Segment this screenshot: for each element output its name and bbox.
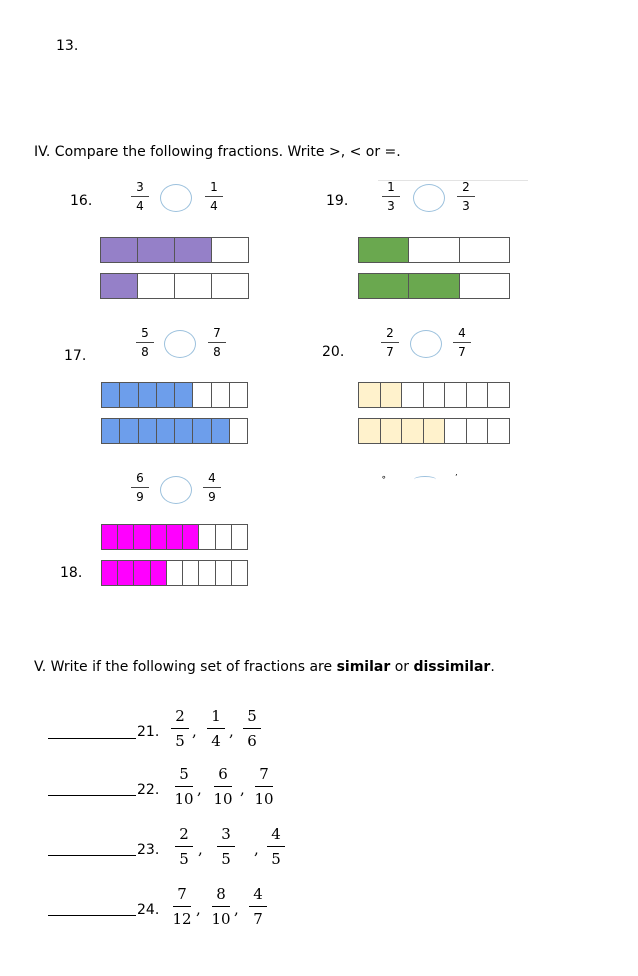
numerator: 3 (136, 180, 144, 194)
right-fraction (201, 181, 227, 213)
unshaded-part (137, 273, 175, 299)
fraction-bar-top (358, 382, 510, 408)
numerator: 5 (141, 326, 149, 340)
denominator: 7 (458, 345, 466, 359)
shaded-part (117, 560, 134, 586)
unshaded-part (231, 524, 248, 550)
shaded-part (133, 524, 150, 550)
answer-circle[interactable] (160, 476, 192, 504)
comma: , (192, 722, 197, 740)
denominator: 10 (254, 790, 274, 808)
fraction-1 (170, 826, 198, 868)
fraction-bar-top (101, 524, 248, 550)
shaded-part (182, 524, 199, 550)
numerator: 5 (179, 765, 189, 783)
cropped-glyph: ’ (455, 473, 458, 482)
item-number: 18. (60, 565, 83, 581)
unshaded-part (198, 560, 215, 586)
shaded-part (137, 237, 175, 263)
shaded-part (358, 418, 381, 444)
answer-blank[interactable] (48, 738, 136, 739)
comma: , (196, 900, 201, 918)
shaded-part (380, 418, 403, 444)
shaded-part (138, 418, 157, 444)
comma: , (234, 900, 239, 918)
shaded-part (166, 524, 183, 550)
numerator: 6 (136, 471, 144, 485)
left-fraction (378, 181, 404, 213)
heading-text: V. Write if the following set of fractions are (34, 659, 337, 675)
shaded-part (101, 560, 118, 586)
numerator: 5 (247, 707, 257, 725)
answer-blank[interactable] (48, 915, 136, 916)
shaded-part (174, 237, 212, 263)
fraction-2 (207, 886, 235, 928)
unshaded-part (487, 382, 510, 408)
shaded-part (192, 418, 211, 444)
denominator: 5 (221, 850, 231, 868)
item-number: 19. (326, 193, 349, 209)
right-fraction (449, 327, 475, 359)
fraction-2 (202, 708, 230, 750)
unshaded-part (215, 524, 232, 550)
answer-blank[interactable] (48, 795, 136, 796)
shaded-part (423, 418, 446, 444)
denominator: 9 (208, 490, 216, 504)
unshaded-part (423, 382, 446, 408)
answer-circle[interactable] (164, 330, 196, 358)
unshaded-part (198, 524, 215, 550)
shaded-part (138, 382, 157, 408)
shaded-part (358, 273, 409, 299)
numerator: 2 (462, 180, 470, 194)
fraction-bar-top (101, 382, 248, 408)
shaded-part (101, 382, 120, 408)
shaded-part (150, 524, 167, 550)
denominator: 8 (141, 345, 149, 359)
unshaded-part (192, 382, 211, 408)
unshaded-part (229, 418, 248, 444)
unshaded-part (211, 273, 249, 299)
shaded-part (119, 382, 138, 408)
fraction-2 (212, 826, 240, 868)
shaded-part (150, 560, 167, 586)
unshaded-part (231, 560, 248, 586)
shaded-part (119, 418, 138, 444)
unshaded-part (459, 273, 510, 299)
item-13-number: 13. (56, 38, 79, 54)
numerator: 1 (387, 180, 395, 194)
shaded-part (211, 418, 230, 444)
shaded-part (101, 418, 120, 444)
comma: , (198, 840, 203, 858)
unshaded-part (466, 418, 489, 444)
shaded-part (156, 382, 175, 408)
numerator: 6 (218, 765, 228, 783)
cropped-glyph: ∘ (381, 473, 387, 483)
numerator: 2 (175, 707, 185, 725)
dissimilar-keyword: dissimilar (413, 659, 491, 675)
unshaded-part (459, 237, 510, 263)
shaded-part (101, 524, 118, 550)
left-fraction (132, 327, 158, 359)
unshaded-part (408, 237, 459, 263)
answer-circle[interactable] (410, 330, 442, 358)
fraction-1 (168, 886, 196, 928)
numerator: 1 (210, 180, 218, 194)
shaded-part (401, 418, 424, 444)
fraction-3 (238, 708, 266, 750)
fraction-bar-top (100, 237, 249, 263)
denominator: 5 (179, 850, 189, 868)
item-number: 21. (137, 724, 160, 740)
numerator: 7 (259, 765, 269, 783)
denominator: 3 (387, 199, 395, 213)
left-fraction (127, 472, 153, 504)
shaded-part (408, 273, 459, 299)
numerator: 4 (271, 825, 281, 843)
shaded-part (358, 237, 409, 263)
answer-circle[interactable] (413, 184, 445, 212)
fraction-3 (244, 886, 272, 928)
section-v-heading (34, 659, 495, 675)
fraction-2 (209, 766, 237, 808)
right-fraction (199, 472, 225, 504)
shaded-part (100, 273, 138, 299)
item-number: 16. (70, 193, 93, 209)
numerator: 7 (213, 326, 221, 340)
denominator: 7 (386, 345, 394, 359)
left-fraction (377, 327, 403, 359)
numerator: 2 (179, 825, 189, 843)
shaded-part (156, 418, 175, 444)
numerator: 2 (386, 326, 394, 340)
shaded-part (380, 382, 403, 408)
denominator: 3 (462, 199, 470, 213)
unshaded-part (166, 560, 183, 586)
shaded-part (133, 560, 150, 586)
fraction-1 (166, 708, 194, 750)
heading-or: or (390, 659, 414, 675)
item-number: 22. (137, 782, 160, 798)
right-fraction (204, 327, 230, 359)
unshaded-part (401, 382, 424, 408)
denominator: 9 (136, 490, 144, 504)
unshaded-part (182, 560, 199, 586)
fraction-bar-bottom (358, 273, 510, 299)
right-fraction (453, 181, 479, 213)
fraction-1 (170, 766, 198, 808)
denominator: 4 (211, 732, 221, 750)
numerator: 3 (221, 825, 231, 843)
answer-circle[interactable] (160, 184, 192, 212)
comma: , (229, 722, 234, 740)
unshaded-part (487, 418, 510, 444)
numerator: 4 (253, 885, 263, 903)
denominator: 5 (175, 732, 185, 750)
denominator: 10 (213, 790, 233, 808)
numerator: 8 (216, 885, 226, 903)
numerator: 1 (211, 707, 221, 725)
item-number: 24. (137, 902, 160, 918)
unshaded-part (211, 382, 230, 408)
unshaded-part (444, 418, 467, 444)
comma: , (240, 780, 245, 798)
cropped-circle-arc (414, 476, 436, 483)
shaded-part (358, 382, 381, 408)
unshaded-part (466, 382, 489, 408)
unshaded-part (211, 237, 249, 263)
left-fraction (127, 181, 153, 213)
shaded-part (174, 382, 193, 408)
item-number: 20. (322, 344, 345, 360)
denominator: 4 (210, 199, 218, 213)
fraction-bar-top (358, 237, 510, 263)
item-number: 17. (64, 348, 87, 364)
numerator: 4 (458, 326, 466, 340)
denominator: 8 (213, 345, 221, 359)
numerator: 4 (208, 471, 216, 485)
shaded-part (100, 237, 138, 263)
numerator: 7 (177, 885, 187, 903)
fraction-bar-bottom (358, 418, 510, 444)
fraction-3 (250, 766, 278, 808)
shaded-part (117, 524, 134, 550)
denominator: 12 (172, 910, 192, 928)
denominator: 7 (253, 910, 263, 928)
denominator: 6 (247, 732, 257, 750)
section-iv-heading: IV. Compare the following fractions. Write >, < or =. (34, 144, 401, 160)
denominator: 4 (136, 199, 144, 213)
fraction-bar-bottom (100, 273, 249, 299)
similar-keyword: similar (336, 659, 391, 675)
shaded-part (174, 418, 193, 444)
fraction-bar-bottom (101, 418, 248, 444)
denominator: 10 (211, 910, 231, 928)
fraction-3 (262, 826, 290, 868)
unshaded-part (215, 560, 232, 586)
fraction-bar-bottom (101, 560, 248, 586)
unshaded-part (229, 382, 248, 408)
comma: , (197, 780, 202, 798)
item-number: 23. (137, 842, 160, 858)
answer-blank[interactable] (48, 855, 136, 856)
comma: , (254, 840, 259, 858)
heading-period: . (490, 659, 495, 675)
unshaded-part (444, 382, 467, 408)
unshaded-part (174, 273, 212, 299)
denominator: 10 (174, 790, 194, 808)
denominator: 5 (271, 850, 281, 868)
